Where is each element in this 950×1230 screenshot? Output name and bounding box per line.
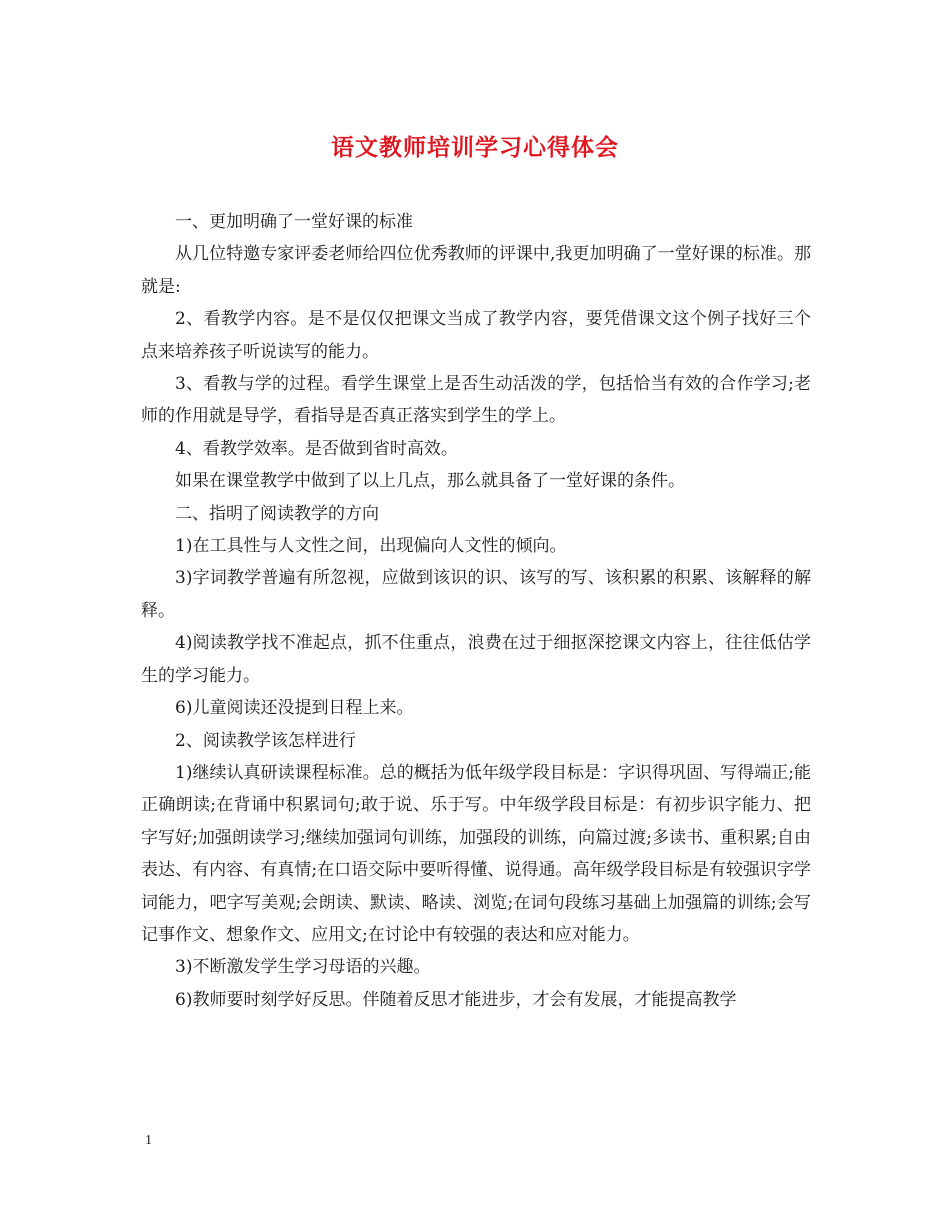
- paragraph: 1)继续认真研读课程标准。总的概括为低年级学段目标是：字识得巩固、写得端正;能正确朗读;在背诵中积累词句;敢于说、乐于写。中年级学段目标是：有初步识字能力、把字写好;加强朗读学习;继续加强词句训练，加强段的训练，向篇过渡;多读书、重积累;自由表达、有内容、有真情;在口语交际中要听得懂、说得通。高年级学段目标是有较强识字学词能力，吧字写美观;会朗读、默读、略读、浏览;在词句段练习基础上加强篇的训练;会写记事作文、想象作文、应用文;在讨论中有较强的表达和应对能力。: [141, 762, 811, 945]
- paragraph: 6)儿童阅读还没提到日程上来。: [175, 698, 414, 719]
- paragraph: 2、阅读教学该怎样进行: [175, 730, 356, 751]
- page-number: 1: [145, 1133, 152, 1148]
- document-body: [141, 206, 811, 1016]
- paragraph: 4、看教学效率。是否做到省时高效。: [175, 438, 458, 459]
- paragraph: 3)不断激发学生学习母语的兴趣。: [175, 957, 431, 978]
- paragraph: 3、看教与学的过程。看学生课堂上是否生动活泼的学，包括恰当有效的合作学习;老师的作用就是导学，看指导是否真正落实到学生的学上。: [141, 374, 811, 427]
- paragraph: 6)教师要时刻学好反思。伴随着反思才能进步，才会有发展，才能提高教学: [175, 989, 737, 1010]
- paragraph: 一、更加明确了一堂好课的标准: [175, 212, 413, 232]
- paragraph: 4)阅读教学找不准起点，抓不住重点，浪费在过于细抠深挖课文内容上，往往低估学生的学习能力。: [141, 633, 811, 686]
- document-title: 语文教师培训学习心得体会: [331, 134, 619, 161]
- paragraph: 2、看教学内容。是不是仅仅把课文当成了教学内容，要凭借课文这个例子找好三个点来培养孩子听说读写的能力。: [141, 309, 811, 362]
- paragraph: 3)字词教学普遍有所忽视，应做到该识的识、该写的写、该积累的积累、该解释的解释。: [141, 568, 811, 621]
- paragraph: 二、指明了阅读教学的方向: [175, 503, 379, 524]
- paragraph: 1)在工具性与人文性之间，出现偏向人文性的倾向。: [175, 536, 567, 557]
- paragraph: 从几位特邀专家评委老师给四位优秀教师的评课中,我更加明确了一堂好课的标准。那就是:: [141, 244, 811, 297]
- paragraph: 如果在课堂教学中做到了以上几点，那么就具备了一堂好课的条件。: [175, 471, 685, 492]
